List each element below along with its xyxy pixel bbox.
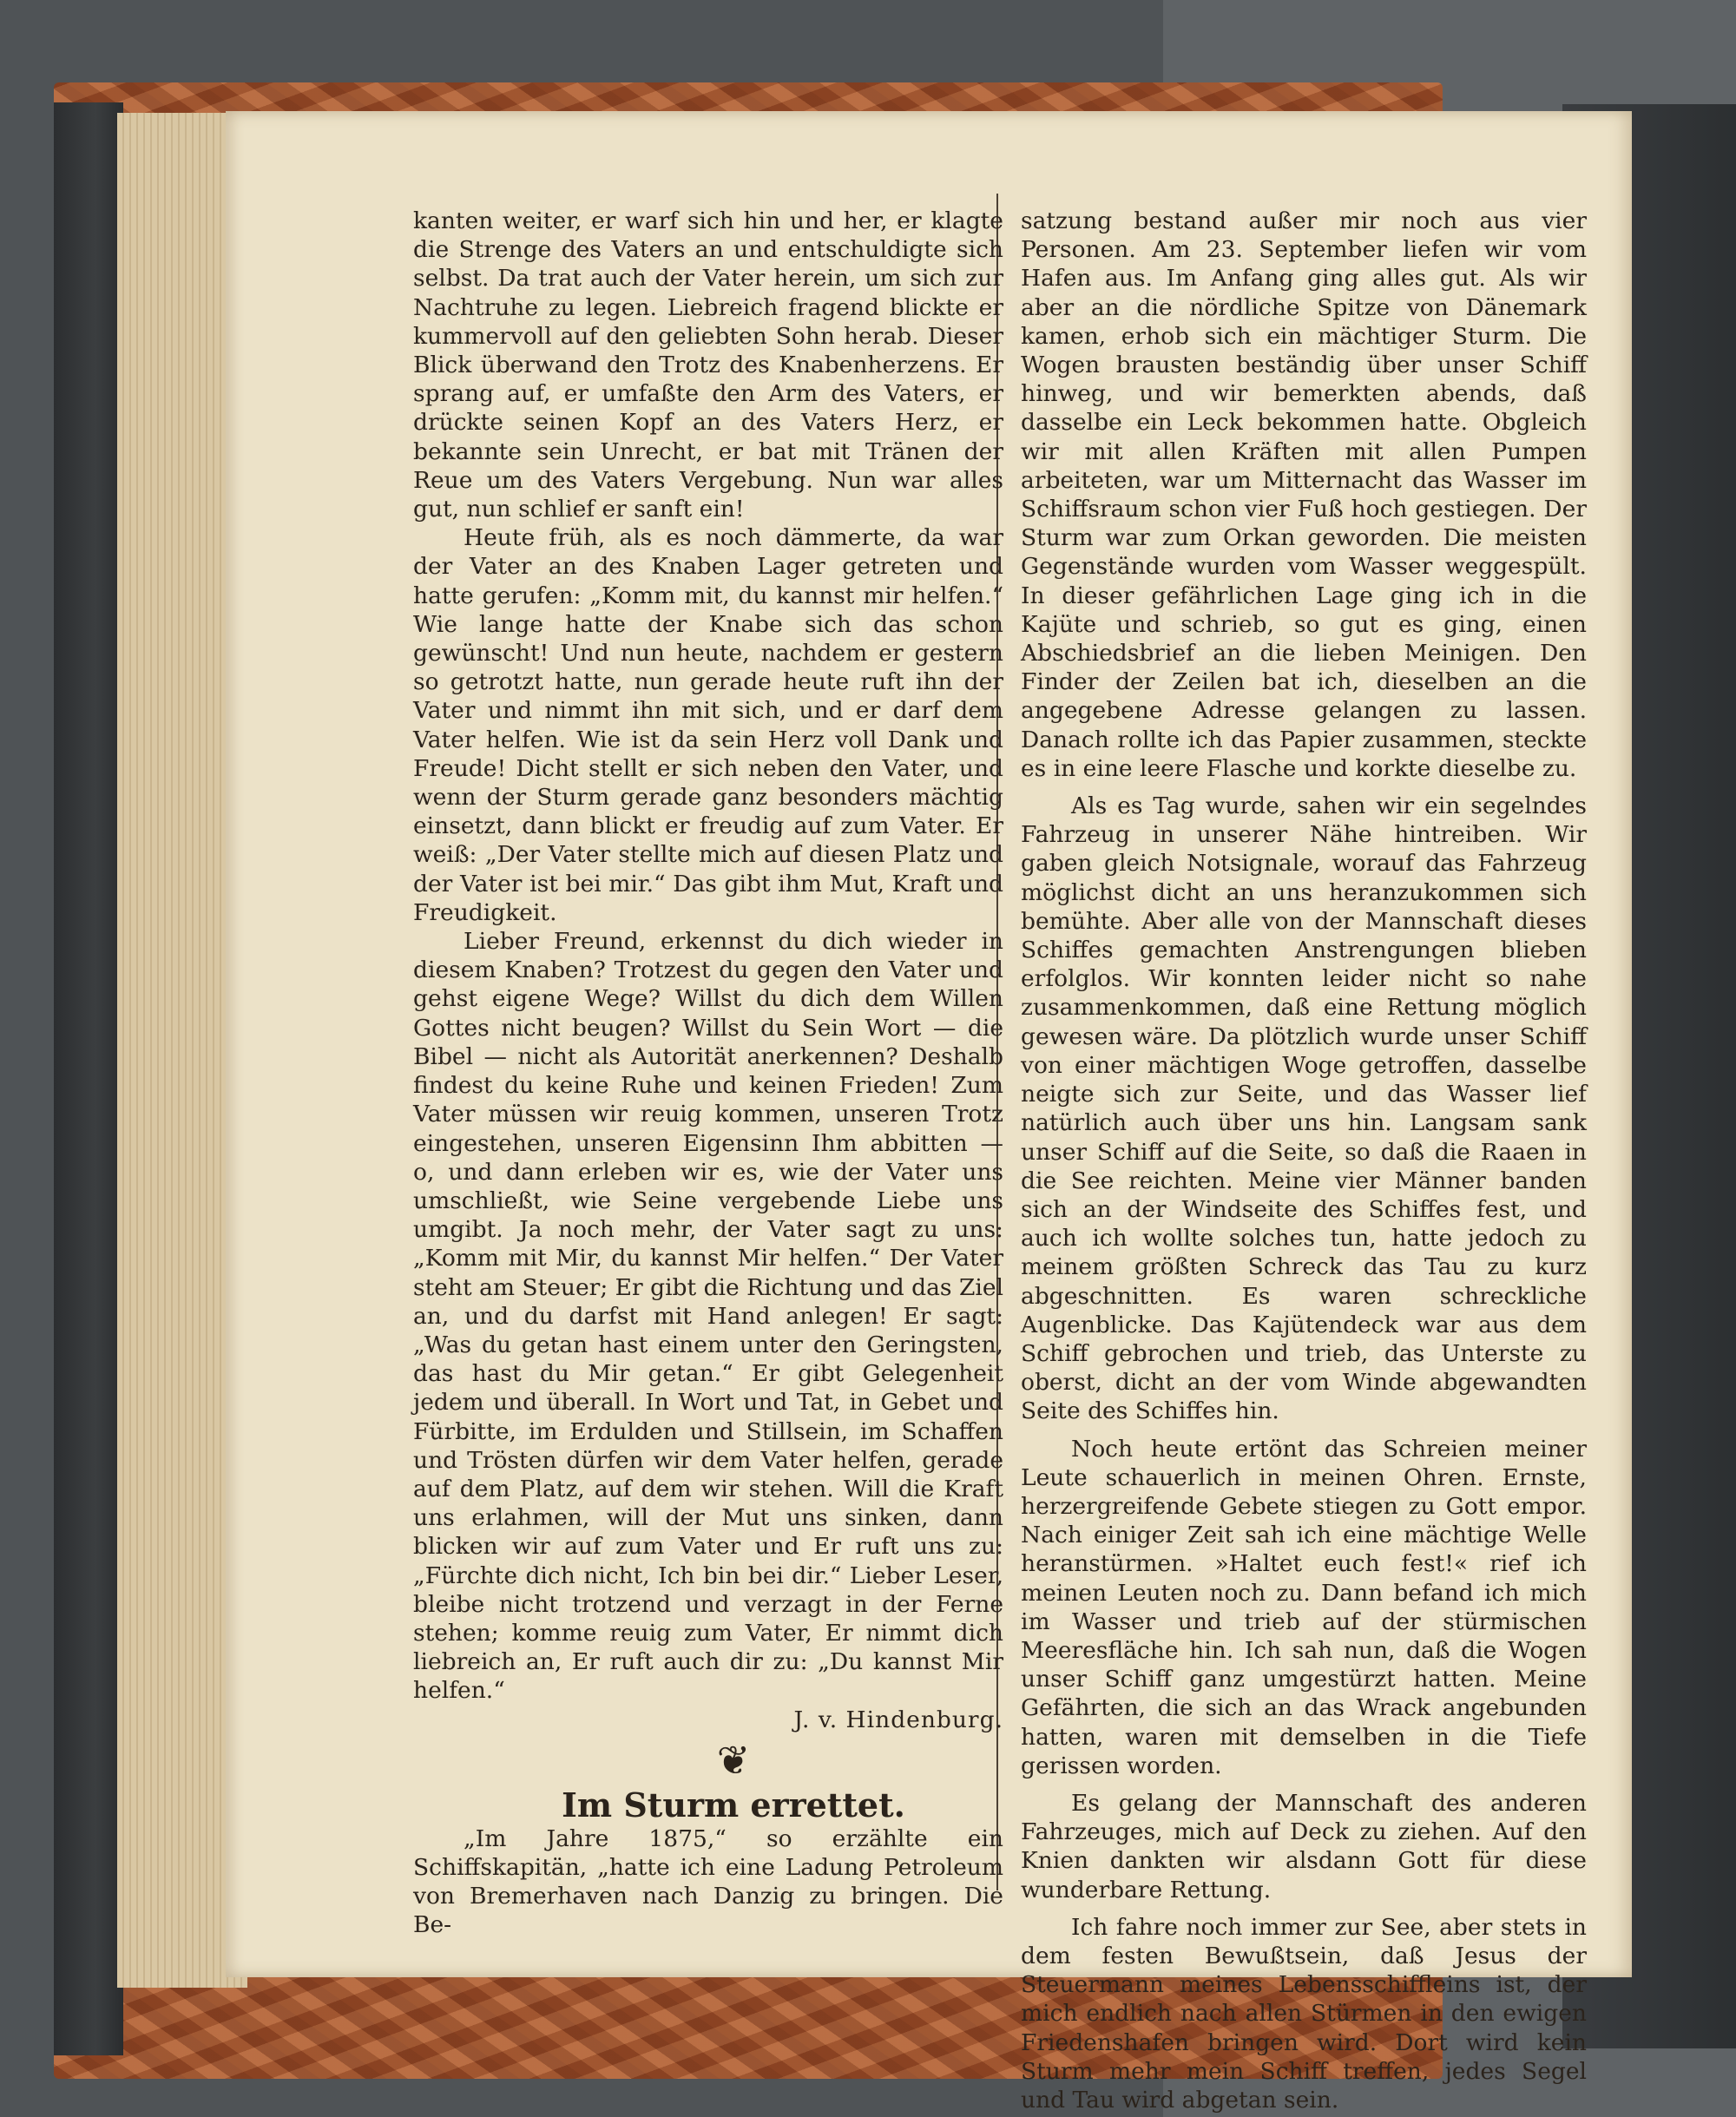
left-column <box>413 207 1003 1940</box>
ornament-icon: ❦ <box>716 1736 751 1784</box>
book-corner-left <box>54 102 123 2055</box>
paragraph: „Im Jahre 1875,“ so erzählte ein Schiffskapitän, „hatte ich eine Ladung Petroleum von Bremerhaven nach Danzig zu bringen. Die Be- <box>413 1824 1003 1939</box>
paragraph: kanten weiter, er warf sich hin und her, er klagte die Strenge des Vaters an und entschuldigte sich selbst. Da trat auch der Vater herein, um sich zur Nachtruhe zu legen. Liebreich fragend blickte er kummervoll auf den geliebten Sohn herab. Dieser Blick überwand den Trotz des Knabenherzens. Er sprang auf, er umfaßte den Arm des Vaters, er drückte seinen Kopf an des Vaters Herz, er bekannte sein Unrecht, er bat mit Tränen der Reue um des Vaters Vergebung. Nun war alles gut, nun schlief er sanft ein! <box>413 207 1003 523</box>
paragraph: Lieber Freund, erkennst du dich wieder in diesem Knaben? Trotzest du gegen den Vater und gehst eigene Wege? Willst du dich dem Willen Gottes nicht beugen? Willst du Sein Wort — die Bibel — nicht als Autorität anerkennen? Deshalb findest du keine Ruhe und keinen Frieden! Zum Vater müssen wir reuig kommen, unseren Trotz eingestehen, unseren Eigensinn Ihm abbitten — o, und dann erleben wir es, wie der Vater uns umschließt, wie Seine vergebende Liebe uns umgibt. Ja noch mehr, der Vater sagt zu uns: „Komm mit Mir, du kannst Mir helfen.“ Der Vater steht am Steuer; Er gibt die Richtung und das Ziel an, und du darfst mit Hand anlegen! Er sagt: „Was du getan hast einem unter den Geringsten, das hast du Mir getan.“ Er gibt Gelegenheit jedem und überall. In Wort und Tat, in Gebet und Fürbitte, im Erdulden und Stillsein, im Schaffen und Trösten dürfen wir dem Vater helfen, gerade auf dem Platz, auf dem wir stehen. Will die Kraft uns erlahmen, will der Mut uns sinken, dann blicken wir auf zum Vater und Er ruft uns zu: „Fürchte dich nicht, Ich bin bei dir.“ Lieber Leser, bleibe nicht trotzend und verzagt in der Ferne stehen; komme reuig zum Vater, Er nimmt dich liebreich an, Er ruft auch dir zu: „Du kannst Mir helfen.“ <box>413 928 1003 1705</box>
paragraph: Ich fahre noch immer zur See, aber stets in dem festen Bewußtsein, daß Jesus der Steuermann meines Lebensschiffleins ist, der mich endlich nach allen Stürmen in den ewigen Friedenshafen bringen wird. Dort wird kein Sturm mehr mein Schiff treffen, jedes Segel und Tau wird abgetan sein. <box>1021 1913 1587 2114</box>
paragraph: Es gelang der Mannschaft des anderen Fahrzeuges, mich auf Deck zu ziehen. Auf den Knien dankten wir alsdann Gott für diese wunderbare Rettung. <box>1021 1789 1587 1903</box>
paragraph: Heute früh, als es noch dämmerte, da war der Vater an des Knaben Lager getreten und hatte gerufen: „Komm mit, du kannst mir helfen.“ Wie lange hatte der Knabe sich das schon gewünscht! Und nun heute, nachdem er gestern so getrotzt hatte, nun gerade heute ruft ihn der Vater und nimmt ihn mit sich, und er darf dem Vater helfen. Wie ist da sein Herz voll Dank und Freude! Dicht stellt er sich neben den Vater, und wenn der Sturm gerade ganz besonders mächtig einsetzt, dann blickt er freudig auf zum Vater. Er weiß: „Der Vater stellte mich auf diesen Platz und der Vater ist bei mir.“ Das gibt ihm Mut, Kraft und Freudigkeit. <box>413 524 1003 926</box>
right-column <box>1021 207 1587 2114</box>
paragraph: Als es Tag wurde, sahen wir ein segelndes Fahrzeug in unserer Nähe hintreiben. Wir gaben gleich Notsignale, worauf das Fahrzeug möglichst dicht an uns heranzukommen sich bemühte. Aber alle von der Mannschaft dieses Schiffes gemachten Anstrengungen blieben erfolglos. Wir konnten leider nicht so nahe zusammenkommen, daß eine Rettung möglich gewesen wäre. Da plötzlich wurde unser Schiff von einer mächtigen Woge getroffen, dasselbe neigte sich zur Seite, und das Wasser lief natürlich auch über uns hin. Langsam sank unser Schiff auf die Seite, so daß die Raaen in die See reichten. Meine vier Männer banden sich an der Windseite des Schiffes fest, und auch ich wollte solches tun, hatte jedoch zu meinem größten Schreck das Tau zu kurz abgeschnitten. Es waren schreckliche Augenblicke. Das Kajütendeck war aus dem Schiff gebrochen und trieb, das Unterste zu oberst, dicht an der vom Winde abgewandten Seite des Schiffes hin. <box>1021 792 1587 1425</box>
signature: J. v. Hindenburg. <box>793 1706 1003 1733</box>
paragraph: satzung bestand außer mir noch aus vier Personen. Am 23. September liefen wir vom Hafen aus. Im Anfang ging alles gut. Als wir aber an die nördliche Spitze von Dänemark kamen, erhob sich ein mächtiger Sturm. Die Wogen brausten beständig über unser Schiff hinweg, und wir bemerkten abends, daß dasselbe ein Leck bekommen hatte. Obgleich wir mit allen Kräften mit allen Pumpen arbeiteten, war um Mitternacht das Wasser im Schiffsraum schon vier Fuß hoch gestiegen. Der Sturm war zum Orkan geworden. Die meisten Gegenstände wurden vom Wasser weggespült. In dieser gefährlichen Lage ging ich in die Kajüte und schrieb, so gut es ging, einen Abschiedsbrief an die lieben Meinigen. Den Finder der Zeilen bat ich, dieselben an die angegebene Adresse gelangen zu lassen. Danach rollte ich das Papier zusammen, steckte es in eine leere Flasche und korkte dieselbe zu. <box>1021 207 1587 782</box>
book-page <box>226 111 1632 2114</box>
paragraph: Noch heute ertönt das Schreien meiner Leute schauerlich in meinen Ohren. Ernste, herzergreifende Gebete stiegen zu Gott empor. Nach einiger Zeit sah ich eine mächtige Welle heranstürmen. »Haltet euch fest!« rief ich meinen Leuten noch zu. Dann befand ich mich im Wasser und trieb auf der stürmischen Meeresfläche hin. Ich sah nun, daß die Wogen unser Schiff ganz umgestürzt hatten. Meine Gefährten, die sich an das Wrack angebunden hatten, waren mit demselben in die Tiefe gerissen worden. <box>1021 1435 1587 1779</box>
article-heading: Im Sturm errettet. <box>562 1785 905 1824</box>
